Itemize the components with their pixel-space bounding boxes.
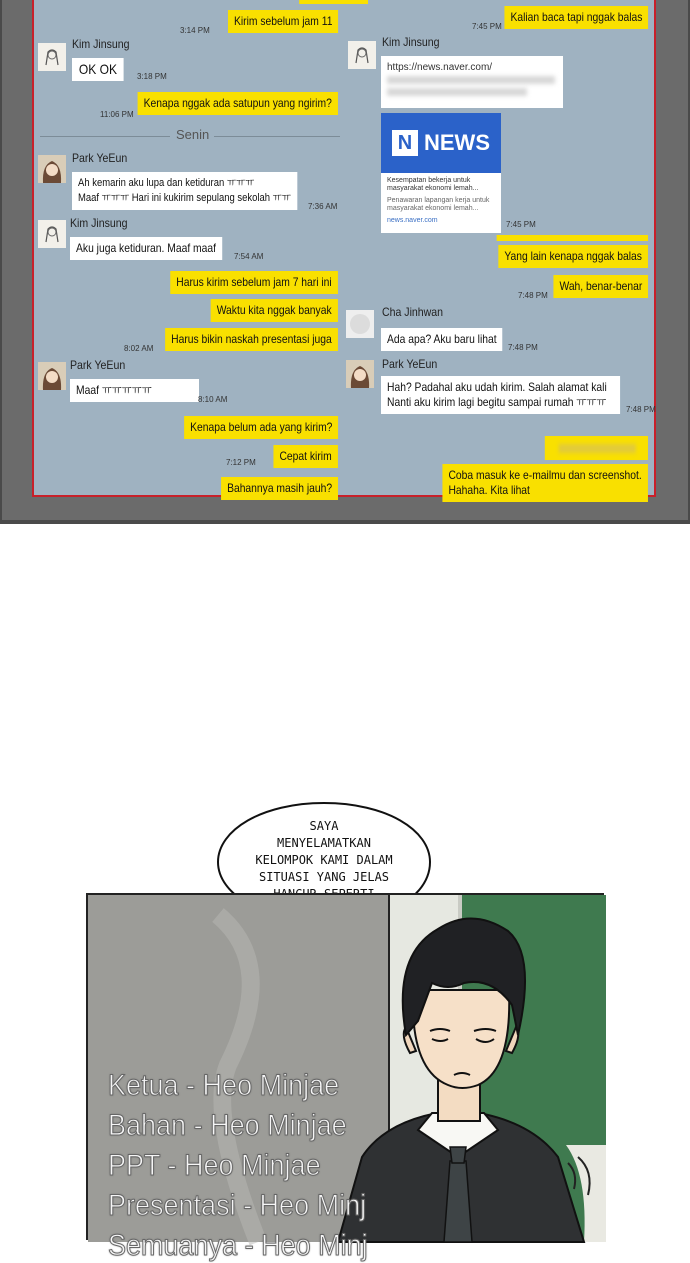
message-line: Nanti aku kirim lagi begitu sampai rumah ㅠㅠㅠ bbox=[387, 395, 607, 409]
date-separator bbox=[40, 129, 340, 143]
sender-name: Cha Jinhwan bbox=[382, 305, 444, 319]
chat-bubble-sent: Yang lain kenapa nggak balas bbox=[498, 245, 648, 268]
news-logo-text: NEWS bbox=[424, 130, 490, 155]
avatar-blank-icon bbox=[346, 310, 374, 338]
overlay-text-line: Bahan - Heo Minjae bbox=[108, 1109, 347, 1142]
chat-timestamp: 7:48 PM bbox=[518, 291, 548, 300]
chat-timestamp: 8:10 AM bbox=[198, 395, 228, 404]
message-line: Hah? Padahal aku udah kirim. Salah alamat kali bbox=[387, 380, 607, 394]
character-panel bbox=[86, 893, 604, 1262]
chat-bubble-received: Ada apa? Aku baru lihat bbox=[381, 328, 503, 351]
sender-name: Park YeEun bbox=[72, 151, 128, 165]
speech-line: SAYA bbox=[309, 819, 339, 833]
chat-window bbox=[32, 0, 656, 497]
avatar-kim-jinsung bbox=[38, 220, 66, 248]
chat-bubble-received bbox=[381, 376, 620, 414]
sender-name: Park YeEun bbox=[70, 358, 126, 372]
news-url: news.naver.com bbox=[387, 217, 438, 224]
blurred-text bbox=[559, 444, 636, 453]
chat-bubble-partial bbox=[497, 235, 648, 241]
news-description: Penawaran lapangan kerja untuk masyarakat ekonomi lemah... bbox=[387, 197, 490, 212]
avatar-girl-icon bbox=[346, 360, 374, 388]
chat-bubble-sent: Kenapa belum ada yang kirim? bbox=[184, 416, 338, 439]
chat-bubble-received: Maaf ㅠㅠㅠㅠㅠ bbox=[70, 379, 199, 402]
speech-line: SITUASI YANG JELAS bbox=[258, 870, 390, 884]
chat-column-right bbox=[346, 0, 656, 497]
message-line: Maaf ㅠㅠㅠ Hari ini kukirim sepulang sekolah ㅠㅠ bbox=[78, 192, 291, 204]
chat-timestamp: 8:02 AM bbox=[124, 344, 154, 353]
overlay-text-line: Ketua - Heo Minjae bbox=[108, 1069, 340, 1102]
chat-bubble-sent: Kirim sebelum jam 11 bbox=[228, 10, 338, 33]
chat-bubble-sent: Wah, benar-benar bbox=[553, 275, 648, 298]
news-title: Kesempatan bekerja untuk masyarakat ekonomi lemah... bbox=[387, 177, 479, 192]
overlay-text-line: PPT - Heo Minjae bbox=[108, 1149, 321, 1182]
separator-line bbox=[214, 136, 340, 137]
chat-timestamp: 7:45 PM bbox=[472, 22, 502, 31]
speech-line: KELOMPOK KAMI DALAM bbox=[255, 853, 393, 867]
avatar-girl-icon bbox=[38, 155, 66, 183]
chat-timestamp: 7:54 AM bbox=[234, 252, 264, 261]
chat-bubble-received bbox=[72, 172, 297, 210]
chat-timestamp: 7:45 PM bbox=[506, 220, 536, 229]
message-line: Coba masuk ke e-mailmu dan screenshot. bbox=[448, 468, 642, 482]
news-logo bbox=[381, 113, 501, 173]
blurred-text bbox=[387, 76, 555, 84]
news-card[interactable] bbox=[381, 113, 501, 233]
chat-bubble-sent: Bahannya masih jauh? bbox=[221, 477, 338, 500]
chat-timestamp: 7:48 PM bbox=[626, 405, 656, 414]
chat-bubble-redacted bbox=[545, 436, 648, 460]
avatar-kim-jinsung bbox=[348, 41, 376, 69]
speech-line: MENYELAMATKAN bbox=[277, 836, 371, 850]
link-url[interactable]: https://news.naver.com/ bbox=[387, 62, 493, 73]
sender-name: Kim Jinsung bbox=[72, 37, 130, 51]
chat-bubble-sent: Waktu kita nggak banyak bbox=[211, 299, 338, 322]
chat-column-left bbox=[34, 0, 344, 497]
avatar-girl-icon bbox=[38, 362, 66, 390]
chat-bubble-received: Aku juga ketiduran. Maaf maaf bbox=[70, 237, 222, 260]
chat-bubble-sent bbox=[443, 464, 648, 502]
message-line: Ah kemarin aku lupa dan ketiduran ㅠㅠㅠ bbox=[78, 177, 255, 189]
separator-line bbox=[40, 136, 170, 137]
avatar-park-yeeun bbox=[38, 155, 66, 183]
avatar-park-yeeun bbox=[38, 362, 66, 390]
overlay-text-line: Semuanya - Heo Minj bbox=[108, 1229, 368, 1262]
chat-panel bbox=[0, 0, 690, 524]
chat-bubble-sent: Cepat kirim bbox=[274, 445, 338, 468]
separator-label: Senin bbox=[176, 127, 210, 142]
chat-timestamp: 3:14 PM bbox=[180, 26, 210, 35]
avatar-sketch-icon bbox=[38, 43, 66, 71]
chat-bubble-sent: Kenapa nggak ada satupun yang ngirim? bbox=[138, 92, 338, 115]
message-line: Hahaha. Kita lihat bbox=[448, 483, 531, 497]
blurred-text bbox=[387, 88, 527, 96]
sender-name: Park YeEun bbox=[382, 357, 438, 371]
chat-bubble-sent: Kalian baca tapi nggak balas bbox=[504, 6, 648, 29]
avatar-cha-jinhwan bbox=[346, 310, 374, 338]
link-preview[interactable] bbox=[381, 56, 563, 108]
chat-timestamp: 3:18 PM bbox=[137, 72, 167, 81]
chat-bubble-sent: Harus bikin naskah presentasi juga bbox=[165, 328, 338, 351]
chat-timestamp: 7:12 PM bbox=[226, 458, 256, 467]
sender-name: Kim Jinsung bbox=[382, 35, 440, 49]
sender-name: Kim Jinsung bbox=[70, 216, 128, 230]
avatar-sketch-icon bbox=[38, 220, 66, 248]
chat-timestamp: 7:36 AM bbox=[308, 202, 338, 211]
chat-timestamp: 7:48 PM bbox=[508, 343, 538, 352]
chat-bubble-sent: Harus kirim sebelum jam 7 hari ini bbox=[171, 271, 338, 294]
avatar-sketch-icon bbox=[348, 41, 376, 69]
avatar-kim-jinsung bbox=[38, 43, 66, 71]
chat-bubble-received: OK OK bbox=[72, 58, 124, 81]
naver-n-icon: N bbox=[392, 130, 418, 156]
avatar-park-yeeun bbox=[346, 360, 374, 388]
chat-timestamp: 11:06 PM bbox=[100, 110, 134, 119]
overlay-text-line: Presentasi - Heo Minj bbox=[108, 1189, 367, 1222]
